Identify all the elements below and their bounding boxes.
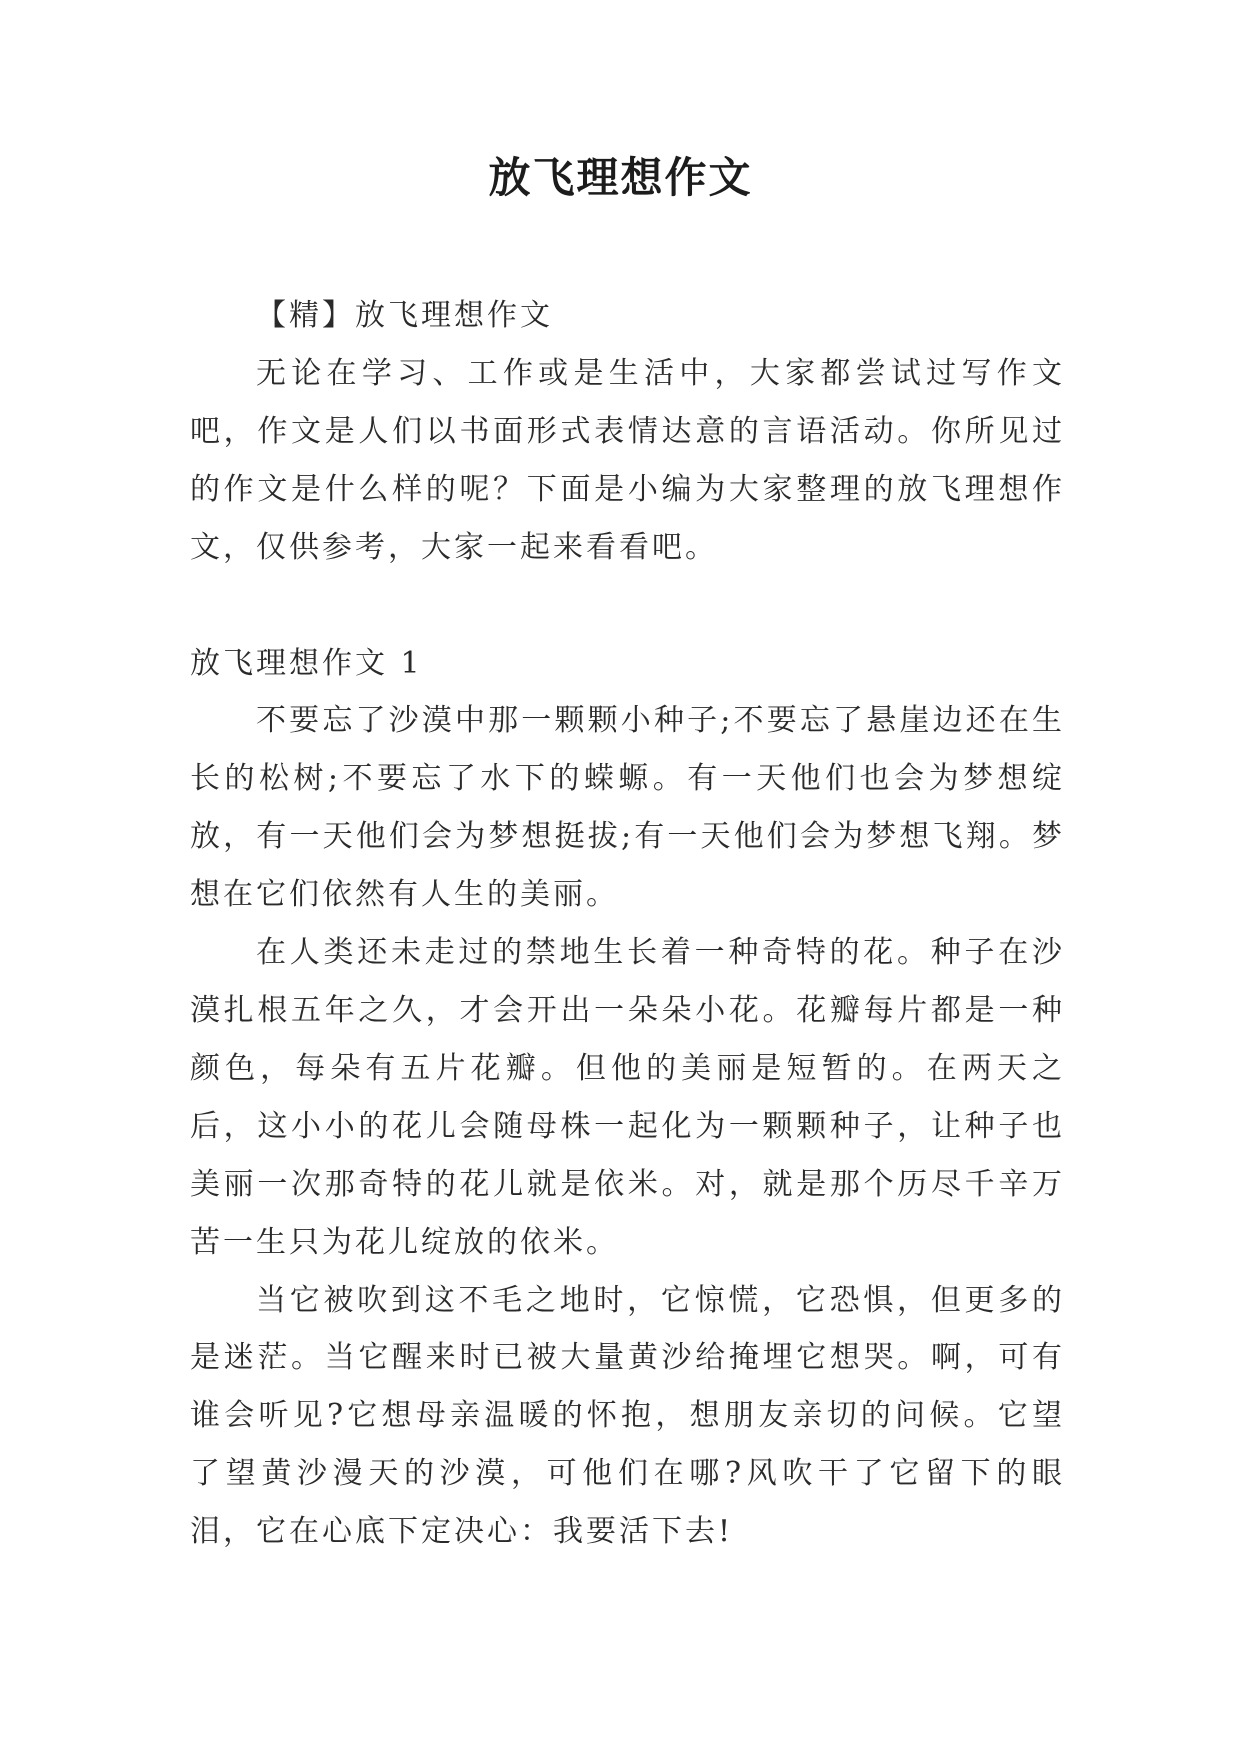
document-body xyxy=(190,287,1065,1561)
paragraph-2: 在人类还未走过的禁地生长着一种奇特的花。种子在沙漠扎根五年之久，才会开出一朵朵小花。花瓣每片都是一种颜色，每朵有五片花瓣。但他的美丽是短暂的。在两天之后，这小小的花儿会随母株一起化为一颗颗种子，让种子也美丽一次那奇特的花儿就是依米。对，就是那个历尽千辛万苦一生只为花儿绽放的依米。 xyxy=(190,935,1065,1260)
intro-tag: 【精】放飞理想作文 xyxy=(256,298,553,333)
paragraph-1: 不要忘了沙漠中那一颗颗小种子;不要忘了悬崖边还在生长的松树;不要忘了水下的蝾螈。有一天他们也会为梦想绽放，有一天他们会为梦想挺拔;有一天他们会为梦想飞翔。梦想在它们依然有人生的美丽。 xyxy=(190,703,1065,913)
section-heading: 放飞理想作文 1 xyxy=(190,645,423,681)
intro-paragraph: 无论在学习、工作或是生活中，大家都尝试过写作文吧，作文是人们以书面形式表情达意的言语活动。你所见过的作文是什么样的呢？下面是小编为大家整理的放飞理想作文，仅供参考，大家一起来看看吧。 xyxy=(190,355,1065,565)
paragraph-3: 当它被吹到这不毛之地时，它惊慌，它恐惧，但更多的是迷茫。当它醒来时已被大量黄沙给掩埋它想哭。啊，可有谁会听见?它想母亲温暖的怀抱，想朋友亲切的问候。它望了望黄沙漫天的沙漠，可他们在哪?风吹干了它留下的眼泪，它在心底下定决心：我要活下去! xyxy=(190,1282,1065,1550)
paragraph-spacer xyxy=(190,577,1065,635)
document-title: 放飞理想作文 xyxy=(488,153,753,202)
